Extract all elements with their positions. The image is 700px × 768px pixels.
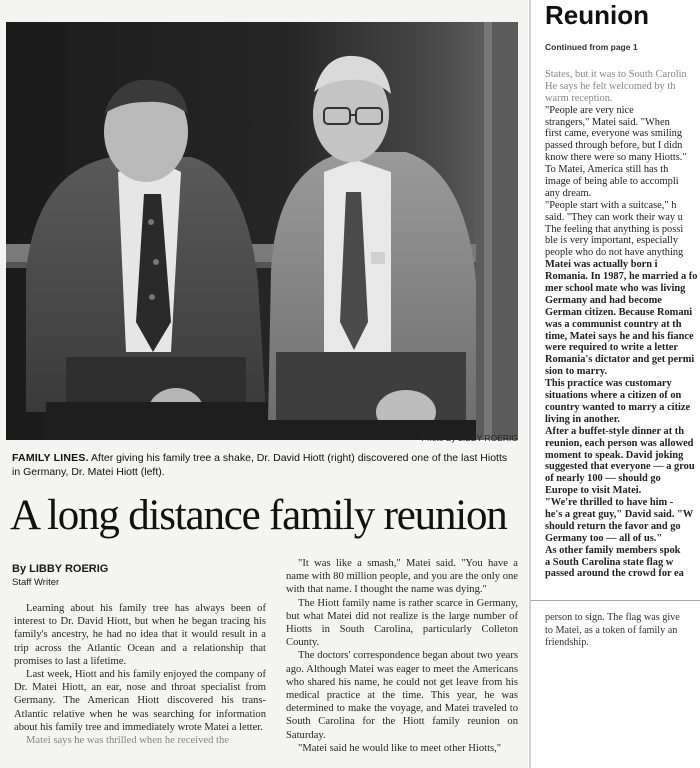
text-line: first came, everyone was smiling	[545, 128, 683, 140]
text-line: ble is very important, especially	[545, 235, 679, 247]
text-line: Germany and had become	[545, 294, 662, 306]
text-line: should return the favor and go	[545, 520, 681, 532]
paragraph: The doctors' correspondence began about two years ago. Although Matei was eager to meet the Americans who shared his name, he could not get leave from his medical practice at the time. This year, he was determined to make the voyage, and Matei traveled to South Carolina for the Hiott family reunion on Saturday.	[286, 650, 518, 741]
caption-text: After giving his family tree a shake, Dr. David Hiott (right) discovered one of the last Hiotts in Germany, Dr. Matei Hiott (left).	[12, 452, 508, 478]
text-line: "People are very nice	[545, 104, 634, 116]
text-line: a South Carolina state flag w	[545, 556, 674, 568]
text-line: States, but it was to South Carolin	[545, 69, 687, 80]
paragraph: Learning about his family tree has always been of interest to Dr. David Hiott, but when he began tracing his family's ancestry, he had no idea that it would result in a trip across the Atlantic Ocean and a relationship that promises to last a lifetime.	[14, 603, 266, 667]
photo-credit: Photo By LIBBY ROERIG	[421, 433, 518, 443]
paragraph: "It was like a smash," Matei said. "You have a name with 80 million people, and you are the only one with that name. I thought the name was dying."	[286, 558, 518, 596]
continuation-title: Reunion	[545, 0, 649, 30]
text-line: said. "They can work their way u	[545, 211, 683, 223]
text-line: strangers," Matei said. "When	[545, 116, 670, 128]
text-line: "We're thrilled to have him -	[545, 497, 674, 509]
photo-illustration	[6, 22, 518, 440]
text-line: The feeling that anything is possi	[545, 223, 684, 235]
article-headline: A long distance family reunion	[10, 492, 507, 539]
text-line: Germany too — all of us."	[545, 532, 663, 544]
text-line: he's a great guy," David said. "W	[545, 508, 694, 520]
paragraph: Matei says he was thrilled when he received the	[26, 735, 229, 747]
caption-label: FAMILY LINES.	[12, 452, 89, 464]
continuation-text	[545, 69, 700, 580]
paragraph: "Matei said he would like to meet other Hiotts,"	[298, 742, 502, 754]
text-line: "People start with a suitcase," h	[545, 199, 677, 211]
text-line: time, Matei says he and his fiance	[545, 330, 694, 342]
text-line: passed around the crowd for ea	[545, 568, 684, 580]
text-line: warm reception.	[545, 92, 613, 104]
text-line: To Matei, America still has th	[545, 164, 669, 176]
text-line: were required to write a letter	[545, 342, 679, 354]
text-line: image of being able to accompli	[545, 176, 679, 188]
text-line: people who do not have anything	[545, 247, 684, 259]
text-line: friendship.	[545, 637, 589, 648]
continuation-bottom-text	[545, 612, 700, 650]
text-line: any dream.	[545, 187, 592, 199]
photo-caption	[12, 451, 518, 479]
text-line: country wanted to marry a citize	[545, 401, 691, 413]
text-line: As other family members spok	[545, 544, 681, 556]
text-line: He says he felt welcomed by th	[545, 80, 676, 92]
text-line: Romania. In 1987, he married a fo	[545, 271, 698, 283]
text-line: was a communist country at th	[545, 318, 682, 330]
text-line: Romania's dictator and get permi	[545, 354, 695, 366]
article-column-2	[286, 557, 518, 755]
continued-from-label: Continued from page 1	[545, 42, 638, 52]
text-line: German citizen. Because Romani	[545, 306, 693, 318]
byline-role: Staff Writer	[12, 577, 60, 588]
family-photo	[6, 22, 518, 440]
text-line: suggested that everyone — a grou	[545, 461, 695, 473]
paragraph: Last week, Hiott and his family enjoyed the company of Dr. Matei Hiott, an ear, nose and throat specialist from Germany. The American Hiott discovered his trans-Atlantic relative when he was searching for information about his family tree and immediately wrote Matei a letter.	[14, 669, 266, 733]
text-line: of nearly 100 — should go	[545, 473, 661, 485]
text-line: living in another.	[545, 413, 620, 425]
text-line: Matei was actually born i	[545, 259, 658, 271]
text-line: to Matei, as a token of family an	[545, 624, 678, 636]
paragraph: The Hiott family name is rather scarce in Germany, but what Matei did not realize is the large number of Hiotts in South Carolina, particularly Colleton County.	[286, 597, 518, 649]
text-line: Europe to visit Matei.	[545, 485, 642, 497]
article-column-1	[14, 602, 266, 747]
byline: By LIBBY ROERIG	[12, 563, 109, 575]
text-line: mer school mate who was living	[545, 283, 686, 295]
text-line: After a buffet-style dinner at th	[545, 425, 685, 437]
text-line: situations where a citizen of on	[545, 390, 682, 402]
text-line: passed through before, but I didn	[545, 140, 683, 152]
text-line: This practice was customary	[545, 378, 672, 390]
text-line: sion to marry.	[545, 366, 608, 378]
text-line: person to sign. The flag was give	[545, 612, 680, 623]
continuation-clipping	[529, 0, 700, 768]
text-line: know there were so many Hiotts."	[545, 152, 687, 164]
text-line: moment to speak. David joking	[545, 449, 684, 461]
text-line: reunion, each person was allowed	[545, 437, 694, 449]
